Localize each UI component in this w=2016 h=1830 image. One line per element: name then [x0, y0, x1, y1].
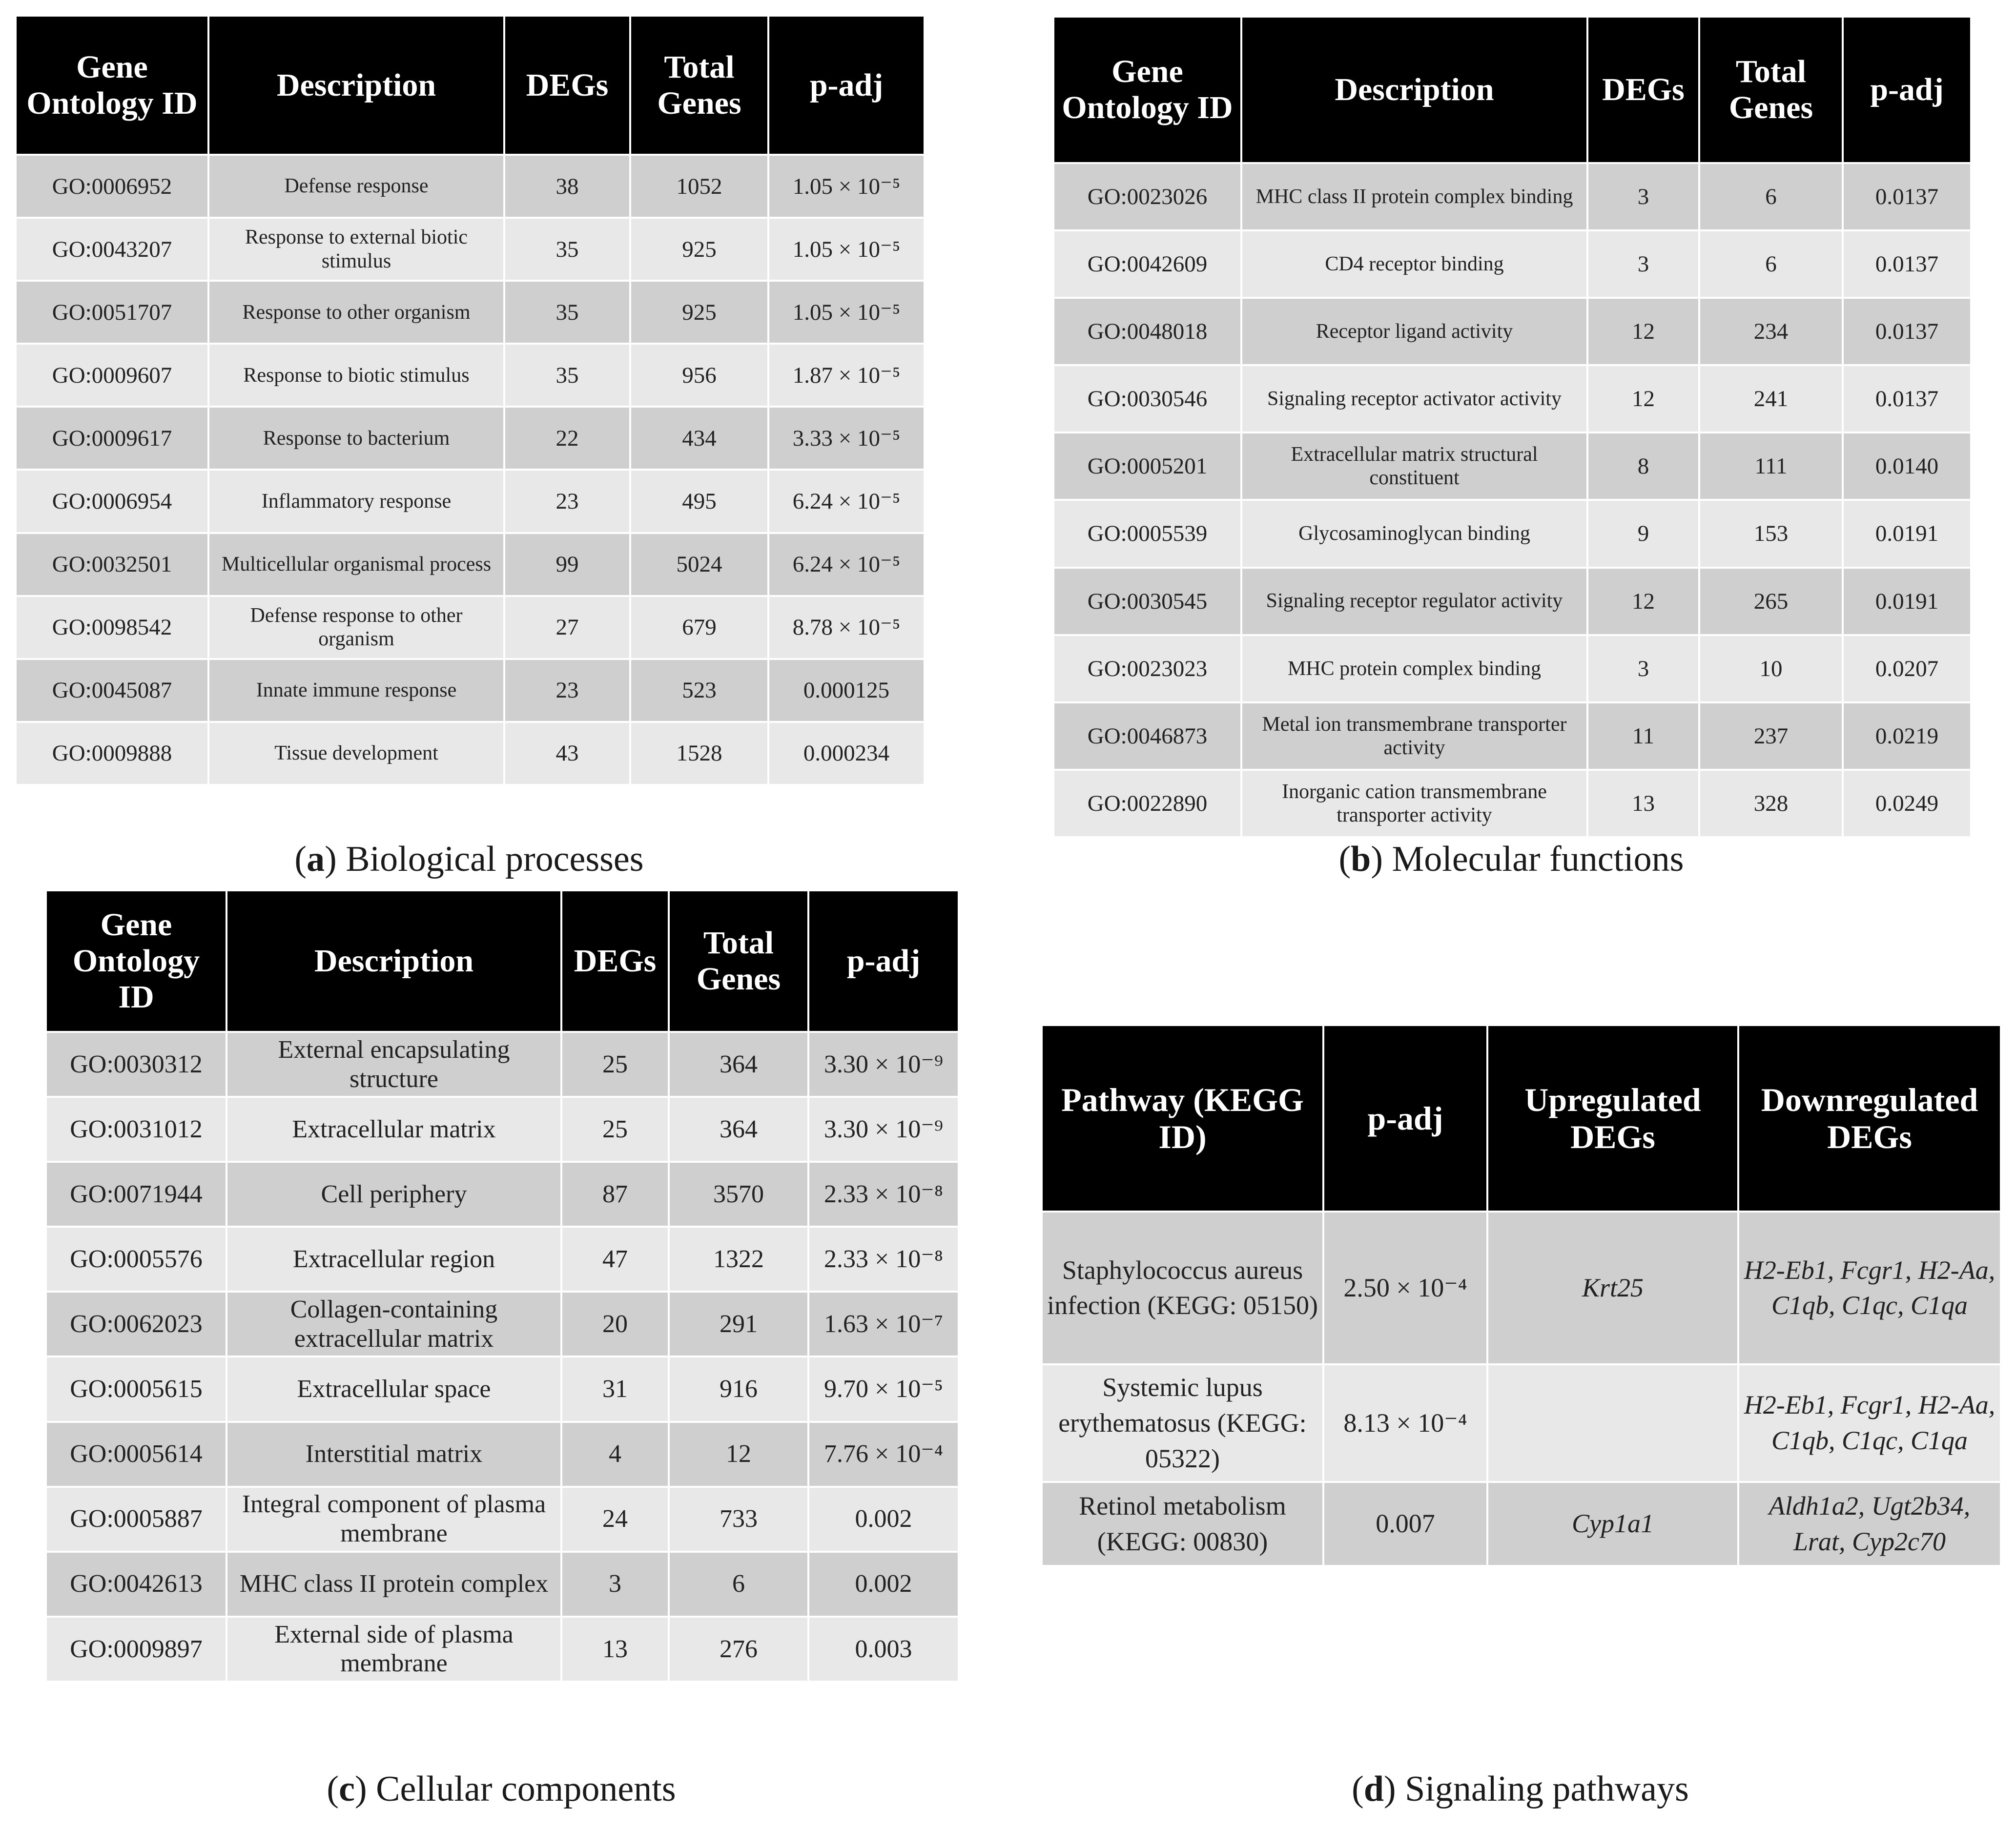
p-adj-cell: 9.70 × 10⁻⁵: [808, 1357, 959, 1421]
header-go-id: Gene Ontology ID: [1053, 17, 1241, 163]
degs-cell: 35: [504, 218, 630, 281]
table-row: [46, 1487, 959, 1552]
header-upregulated-degs: Upregulated DEGs: [1487, 1025, 1738, 1212]
degs-cell: 12: [1587, 365, 1699, 432]
go-id-cell: GO:0005614: [46, 1422, 226, 1487]
table-row: [46, 1617, 959, 1682]
description-cell: Innate immune response: [208, 659, 504, 722]
biological-processes-table: [15, 15, 926, 786]
description-cell: Interstitial matrix: [226, 1422, 561, 1487]
total-genes-cell: 1528: [630, 722, 768, 785]
description-cell: Signaling receptor activator activity: [1241, 365, 1587, 432]
header-p-adj: p-adj: [768, 16, 925, 155]
degs-cell: 8: [1587, 432, 1699, 500]
table-row: [16, 281, 925, 344]
p-adj-cell: 2.33 × 10⁻⁸: [808, 1227, 959, 1292]
go-id-cell: GO:0045087: [16, 659, 208, 722]
caption-biological-processes: (a) Biological processes: [294, 839, 644, 879]
total-genes-cell: 1052: [630, 155, 768, 218]
degs-cell: 12: [1587, 568, 1699, 635]
table-row: [46, 1227, 959, 1292]
table-row: [1053, 568, 1971, 635]
total-genes-cell: 12: [669, 1422, 808, 1487]
total-genes-cell: 3570: [669, 1162, 808, 1227]
description-cell: Extracellular matrix structural constituent: [1241, 432, 1587, 500]
table-row: [1042, 1212, 2001, 1364]
description-cell: Response to other organism: [208, 281, 504, 344]
table-row: [1053, 365, 1971, 432]
p-adj-cell: 6.24 × 10⁻⁵: [768, 533, 925, 596]
p-adj-cell: 1.05 × 10⁻⁵: [768, 281, 925, 344]
total-genes-cell: 956: [630, 344, 768, 407]
go-id-cell: GO:0030546: [1053, 365, 1241, 432]
total-genes-cell: 276: [669, 1617, 808, 1682]
total-genes-cell: 6: [1699, 230, 1843, 298]
go-id-cell: GO:0071944: [46, 1162, 226, 1227]
description-cell: External side of plasma membrane: [226, 1617, 561, 1682]
table-row: [46, 1552, 959, 1617]
table-row: [16, 659, 925, 722]
description-cell: Signaling receptor regulator activity: [1241, 568, 1587, 635]
degs-cell: 23: [504, 659, 630, 722]
caption-signaling-pathways: (d) Signaling pathways: [1352, 1769, 1689, 1809]
upregulated-cell: Krt25: [1487, 1212, 1738, 1364]
header-degs: DEGs: [1587, 17, 1699, 163]
p-adj-cell: 1.05 × 10⁻⁵: [768, 218, 925, 281]
downregulated-cell: Aldh1a2, Ugt2b34, Lrat, Cyp2c70: [1738, 1482, 2001, 1566]
degs-cell: 11: [1587, 702, 1699, 770]
pathway-cell: Systemic lupus erythematosus (KEGG: 05322): [1042, 1364, 1323, 1482]
p-adj-cell: 0.0137: [1843, 298, 1971, 365]
go-id-cell: GO:0009888: [16, 722, 208, 785]
table-row: [16, 155, 925, 218]
upregulated-cell: Cyp1a1: [1487, 1482, 1738, 1566]
p-adj-cell: 0.0207: [1843, 635, 1971, 702]
p-adj-cell: 3.30 × 10⁻⁹: [808, 1032, 959, 1097]
description-cell: Integral component of plasma membrane: [226, 1487, 561, 1552]
table-row: [1053, 635, 1971, 702]
p-adj-cell: 8.13 × 10⁻⁴: [1323, 1364, 1487, 1482]
header-go-id: Gene Ontology ID: [16, 16, 208, 155]
p-adj-cell: 0.0249: [1843, 770, 1971, 837]
downregulated-cell: H2-Eb1, Fcgr1, H2-Aa, C1qb, C1qc, C1qa: [1738, 1364, 2001, 1482]
upregulated-cell: [1487, 1364, 1738, 1482]
total-genes-cell: 925: [630, 218, 768, 281]
go-id-cell: GO:0005887: [46, 1487, 226, 1552]
p-adj-cell: 0.0137: [1843, 365, 1971, 432]
table-header-row: [46, 890, 959, 1032]
table-row: [1042, 1364, 2001, 1482]
header-total-genes: Total Genes: [1699, 17, 1843, 163]
header-p-adj: p-adj: [1323, 1025, 1487, 1212]
description-cell: MHC class II protein complex: [226, 1552, 561, 1617]
description-cell: Tissue development: [208, 722, 504, 785]
total-genes-cell: 434: [630, 407, 768, 470]
go-id-cell: GO:0009897: [46, 1617, 226, 1682]
degs-cell: 31: [561, 1357, 669, 1421]
go-id-cell: GO:0023023: [1053, 635, 1241, 702]
go-id-cell: GO:0042613: [46, 1552, 226, 1617]
caption-cellular-components: (c) Cellular components: [327, 1769, 676, 1809]
go-id-cell: GO:0030545: [1053, 568, 1241, 635]
total-genes-cell: 495: [630, 470, 768, 533]
table-row: [46, 1357, 959, 1421]
table-row: [16, 407, 925, 470]
p-adj-cell: 0.0140: [1843, 432, 1971, 500]
degs-cell: 38: [504, 155, 630, 218]
description-cell: Receptor ligand activity: [1241, 298, 1587, 365]
go-id-cell: GO:0009607: [16, 344, 208, 407]
degs-cell: 25: [561, 1032, 669, 1097]
molecular-functions-table: [1052, 16, 1972, 838]
description-cell: Cell periphery: [226, 1162, 561, 1227]
header-degs: DEGs: [561, 890, 669, 1032]
total-genes-cell: 265: [1699, 568, 1843, 635]
table-row: [46, 1032, 959, 1097]
total-genes-cell: 241: [1699, 365, 1843, 432]
degs-cell: 3: [1587, 163, 1699, 230]
table-row: [1053, 230, 1971, 298]
total-genes-cell: 10: [1699, 635, 1843, 702]
p-adj-cell: 0.0191: [1843, 500, 1971, 567]
table-row: [16, 533, 925, 596]
caption-molecular-functions: (b) Molecular functions: [1338, 839, 1684, 879]
description-cell: MHC class II protein complex binding: [1241, 163, 1587, 230]
description-cell: Inflammatory response: [208, 470, 504, 533]
table-row: [1053, 298, 1971, 365]
description-cell: Collagen-containing extracellular matrix: [226, 1292, 561, 1357]
description-cell: Extracellular region: [226, 1227, 561, 1292]
p-adj-cell: 0.000125: [768, 659, 925, 722]
total-genes-cell: 5024: [630, 533, 768, 596]
p-adj-cell: 0.007: [1323, 1482, 1487, 1566]
total-genes-cell: 916: [669, 1357, 808, 1421]
degs-cell: 3: [1587, 230, 1699, 298]
description-cell: CD4 receptor binding: [1241, 230, 1587, 298]
go-id-cell: GO:0005539: [1053, 500, 1241, 567]
table-row: [16, 470, 925, 533]
table-header-row: [1042, 1025, 2001, 1212]
degs-cell: 23: [504, 470, 630, 533]
header-p-adj: p-adj: [1843, 17, 1971, 163]
total-genes-cell: 234: [1699, 298, 1843, 365]
degs-cell: 20: [561, 1292, 669, 1357]
table-row: [16, 722, 925, 785]
total-genes-cell: 153: [1699, 500, 1843, 567]
go-id-cell: GO:0005201: [1053, 432, 1241, 500]
table-row: [1042, 1482, 2001, 1566]
go-id-cell: GO:0005576: [46, 1227, 226, 1292]
table-row: [46, 1422, 959, 1487]
p-adj-cell: 1.63 × 10⁻⁷: [808, 1292, 959, 1357]
table-row: [1053, 770, 1971, 837]
header-total-genes: Total Genes: [669, 890, 808, 1032]
description-cell: MHC protein complex binding: [1241, 635, 1587, 702]
p-adj-cell: 8.78 × 10⁻⁵: [768, 596, 925, 659]
p-adj-cell: 1.05 × 10⁻⁵: [768, 155, 925, 218]
description-cell: Glycosaminoglycan binding: [1241, 500, 1587, 567]
degs-cell: 12: [1587, 298, 1699, 365]
degs-cell: 27: [504, 596, 630, 659]
go-id-cell: GO:0022890: [1053, 770, 1241, 837]
go-id-cell: GO:0043207: [16, 218, 208, 281]
p-adj-cell: 1.87 × 10⁻⁵: [768, 344, 925, 407]
header-description: Description: [208, 16, 504, 155]
go-id-cell: GO:0023026: [1053, 163, 1241, 230]
degs-cell: 99: [504, 533, 630, 596]
description-cell: Defense response to other organism: [208, 596, 504, 659]
description-cell: Inorganic cation transmembrane transporter activity: [1241, 770, 1587, 837]
description-cell: Response to external biotic stimulus: [208, 218, 504, 281]
total-genes-cell: 328: [1699, 770, 1843, 837]
total-genes-cell: 925: [630, 281, 768, 344]
go-id-cell: GO:0046873: [1053, 702, 1241, 770]
degs-cell: 13: [1587, 770, 1699, 837]
p-adj-cell: 0.000234: [768, 722, 925, 785]
p-adj-cell: 3.30 × 10⁻⁹: [808, 1097, 959, 1162]
description-cell: External encapsulating structure: [226, 1032, 561, 1097]
degs-cell: 47: [561, 1227, 669, 1292]
cellular-components-table: [45, 889, 960, 1683]
table-row: [1053, 432, 1971, 500]
p-adj-cell: 2.50 × 10⁻⁴: [1323, 1212, 1487, 1364]
signaling-pathways-table: [1041, 1024, 2002, 1567]
total-genes-cell: 679: [630, 596, 768, 659]
table-row: [16, 596, 925, 659]
degs-cell: 35: [504, 344, 630, 407]
total-genes-cell: 237: [1699, 702, 1843, 770]
header-description: Description: [1241, 17, 1587, 163]
table-header-row: [1053, 17, 1971, 163]
header-description: Description: [226, 890, 561, 1032]
degs-cell: 22: [504, 407, 630, 470]
table-header-row: [16, 16, 925, 155]
total-genes-cell: 733: [669, 1487, 808, 1552]
header-p-adj: p-adj: [808, 890, 959, 1032]
description-cell: Extracellular matrix: [226, 1097, 561, 1162]
go-id-cell: GO:0032501: [16, 533, 208, 596]
p-adj-cell: 0.0137: [1843, 163, 1971, 230]
table-row: [46, 1292, 959, 1357]
table-row: [1053, 163, 1971, 230]
go-id-cell: GO:0042609: [1053, 230, 1241, 298]
p-adj-cell: 7.76 × 10⁻⁴: [808, 1422, 959, 1487]
header-downregulated-degs: Downregulated DEGs: [1738, 1025, 2001, 1212]
header-degs: DEGs: [504, 16, 630, 155]
table-row: [16, 344, 925, 407]
go-id-cell: GO:0051707: [16, 281, 208, 344]
degs-cell: 25: [561, 1097, 669, 1162]
p-adj-cell: 3.33 × 10⁻⁵: [768, 407, 925, 470]
go-id-cell: GO:0006952: [16, 155, 208, 218]
header-pathway: Pathway (KEGG ID): [1042, 1025, 1323, 1212]
total-genes-cell: 291: [669, 1292, 808, 1357]
header-total-genes: Total Genes: [630, 16, 768, 155]
go-id-cell: GO:0005615: [46, 1357, 226, 1421]
p-adj-cell: 2.33 × 10⁻⁸: [808, 1162, 959, 1227]
table-row: [16, 218, 925, 281]
p-adj-cell: 0.0137: [1843, 230, 1971, 298]
total-genes-cell: 111: [1699, 432, 1843, 500]
p-adj-cell: 0.002: [808, 1552, 959, 1617]
degs-cell: 87: [561, 1162, 669, 1227]
header-go-id: Gene Ontology ID: [46, 890, 226, 1032]
go-id-cell: GO:0006954: [16, 470, 208, 533]
go-id-cell: GO:0062023: [46, 1292, 226, 1357]
table-row: [1053, 702, 1971, 770]
table-row: [46, 1097, 959, 1162]
degs-cell: 43: [504, 722, 630, 785]
table-row: [46, 1162, 959, 1227]
description-cell: Response to biotic stimulus: [208, 344, 504, 407]
degs-cell: 3: [561, 1552, 669, 1617]
pathway-cell: Retinol metabolism (KEGG: 00830): [1042, 1482, 1323, 1566]
description-cell: Defense response: [208, 155, 504, 218]
p-adj-cell: 0.003: [808, 1617, 959, 1682]
description-cell: Extracellular space: [226, 1357, 561, 1421]
degs-cell: 3: [1587, 635, 1699, 702]
table-row: [1053, 500, 1971, 567]
go-id-cell: GO:0031012: [46, 1097, 226, 1162]
p-adj-cell: 6.24 × 10⁻⁵: [768, 470, 925, 533]
total-genes-cell: 6: [1699, 163, 1843, 230]
go-id-cell: GO:0098542: [16, 596, 208, 659]
total-genes-cell: 6: [669, 1552, 808, 1617]
description-cell: Multicellular organismal process: [208, 533, 504, 596]
pathway-cell: Staphylococcus aureus infection (KEGG: 05150): [1042, 1212, 1323, 1364]
degs-cell: 24: [561, 1487, 669, 1552]
go-id-cell: GO:0030312: [46, 1032, 226, 1097]
total-genes-cell: 523: [630, 659, 768, 722]
degs-cell: 4: [561, 1422, 669, 1487]
degs-cell: 9: [1587, 500, 1699, 567]
go-id-cell: GO:0048018: [1053, 298, 1241, 365]
description-cell: Metal ion transmembrane transporter activity: [1241, 702, 1587, 770]
p-adj-cell: 0.002: [808, 1487, 959, 1552]
total-genes-cell: 364: [669, 1097, 808, 1162]
total-genes-cell: 1322: [669, 1227, 808, 1292]
total-genes-cell: 364: [669, 1032, 808, 1097]
go-id-cell: GO:0009617: [16, 407, 208, 470]
p-adj-cell: 0.0219: [1843, 702, 1971, 770]
description-cell: Response to bacterium: [208, 407, 504, 470]
downregulated-cell: H2-Eb1, Fcgr1, H2-Aa, C1qb, C1qc, C1qa: [1738, 1212, 2001, 1364]
p-adj-cell: 0.0191: [1843, 568, 1971, 635]
degs-cell: 13: [561, 1617, 669, 1682]
degs-cell: 35: [504, 281, 630, 344]
